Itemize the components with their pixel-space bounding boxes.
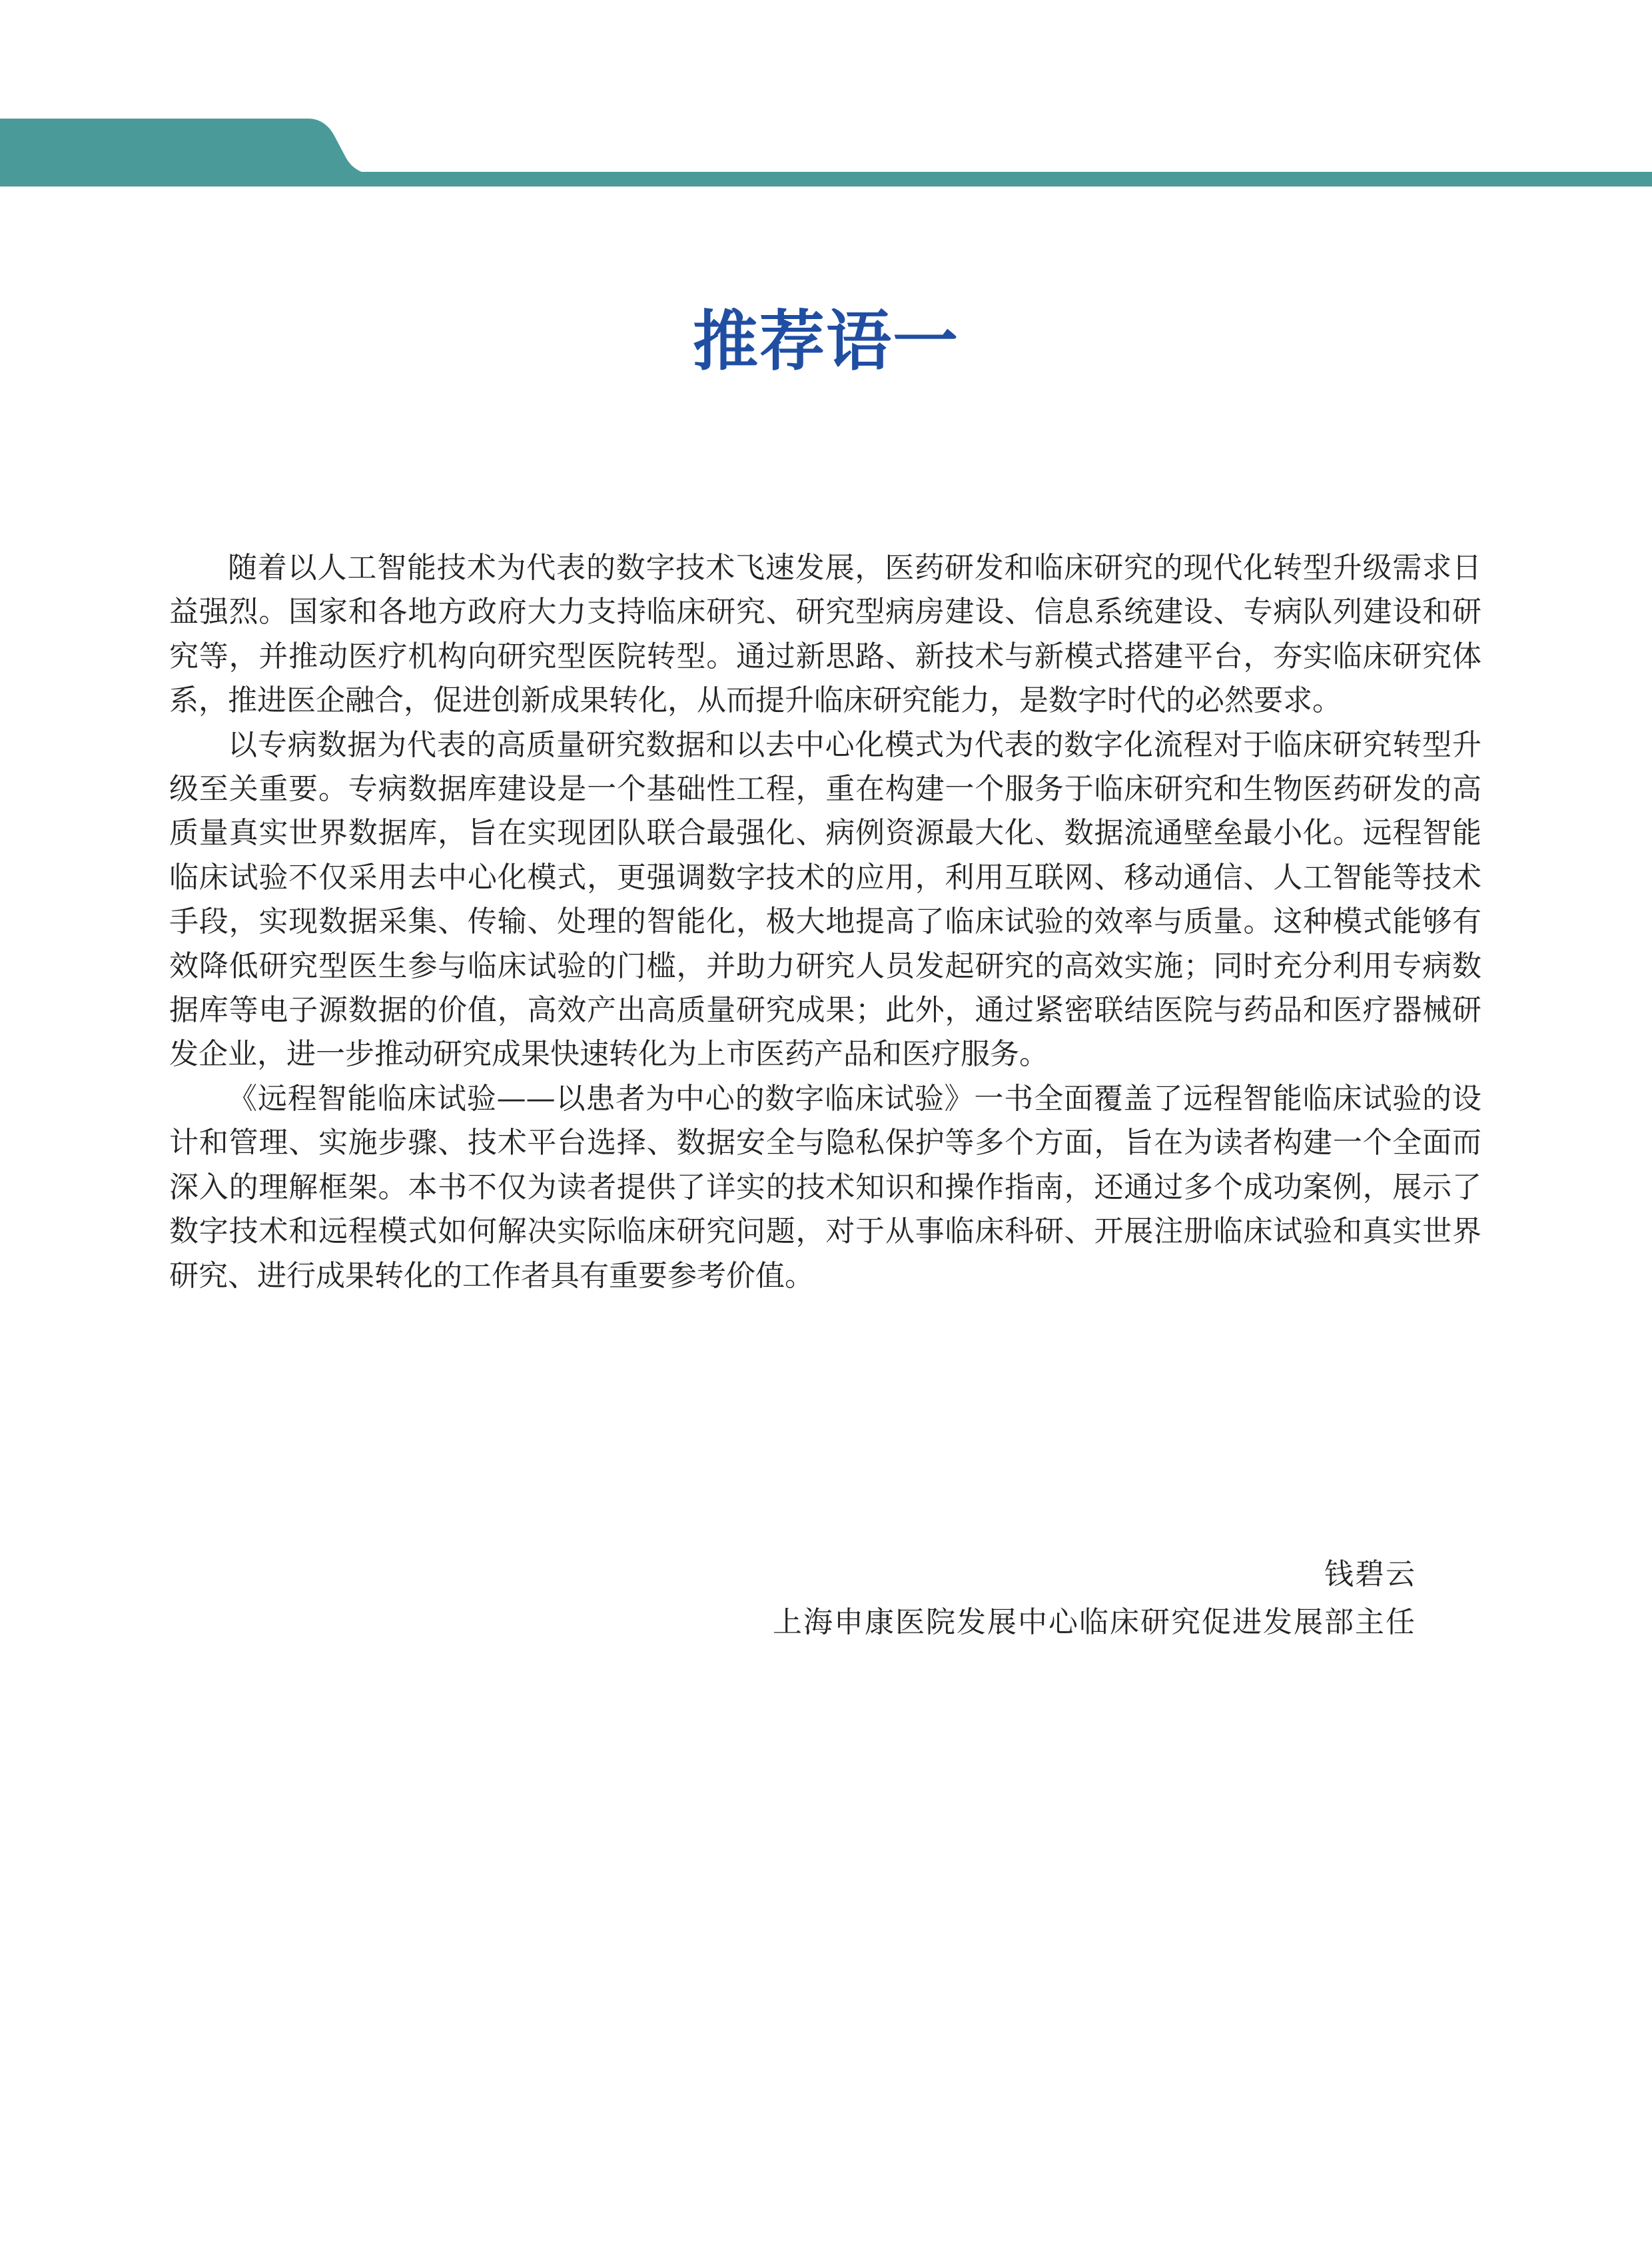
paragraph-1: 随着以人工智能技术为代表的数字技术飞速发展，医药研发和临床研究的现代化转型升级需求日益强烈。国家和各地方政府大力支持临床研究、研究型病房建设、信息系统建设、专病队列建设和研究等，并推动医疗机构向研究型医院转型。通过新思路、新技术与新模式搭建平台，夯实临床研究体系，推进医企融合，促进创新成果转化，从而提升临床研究能力，是数字时代的必然要求。 bbox=[169, 551, 1481, 718]
header-rule-line bbox=[0, 172, 1652, 187]
paragraph-3: 《远程智能临床试验——以患者为中心的数字临床试验》一书全面覆盖了远程智能临床试验的设计和管理、实施步骤、技术平台选择、数据安全与隐私保护等多个方面，旨在为读者构建一个全面而深入的理解框架。本书不仅为读者提供了详实的技术知识和操作指南，还通过多个成功案例，展示了数字技术和远程模式如何解决实际临床研究问题，对于从事临床科研、开展注册临床试验和真实世界研究、进行成果转化的工作者具有重要参考价值。 bbox=[169, 1081, 1481, 1293]
signature-block bbox=[773, 1551, 1416, 1647]
paragraph-2: 以专病数据为代表的高质量研究数据和以去中心化模式为代表的数字化流程对于临床研究转型升级至关重要。专病数据库建设是一个基础性工程，重在构建一个服务于临床研究和生物医药研发的高质量真实世界数据库，旨在实现团队联合最强化、病例资源最大化、数据流通壁垒最小化。远程智能临床试验不仅采用去中心化模式，更强调数字技术的应用，利用互联网、移动通信、人工智能等技术手段，实现数据采集、传输、处理的智能化，极大地提高了临床试验的效率与质量。这种模式能够有效降低研究型医生参与临床试验的门槛，并助力研究人员发起研究的高效实施；同时充分利用专病数据库等电子源数据的价值，高效产出高质量研究成果；此外，通过紧密联结医院与药品和医疗器械研发企业，进一步推动研究成果快速转化为上市医药产品和医疗服务。 bbox=[169, 727, 1481, 1072]
body-text bbox=[169, 546, 1481, 1298]
header-band bbox=[0, 0, 1652, 187]
page-title: 推荐语一 bbox=[692, 303, 959, 380]
signature-affiliation: 上海申康医院发展中心临床研究促进发展部主任 bbox=[773, 1605, 1416, 1639]
signature-name: 钱碧云 bbox=[1324, 1557, 1416, 1591]
